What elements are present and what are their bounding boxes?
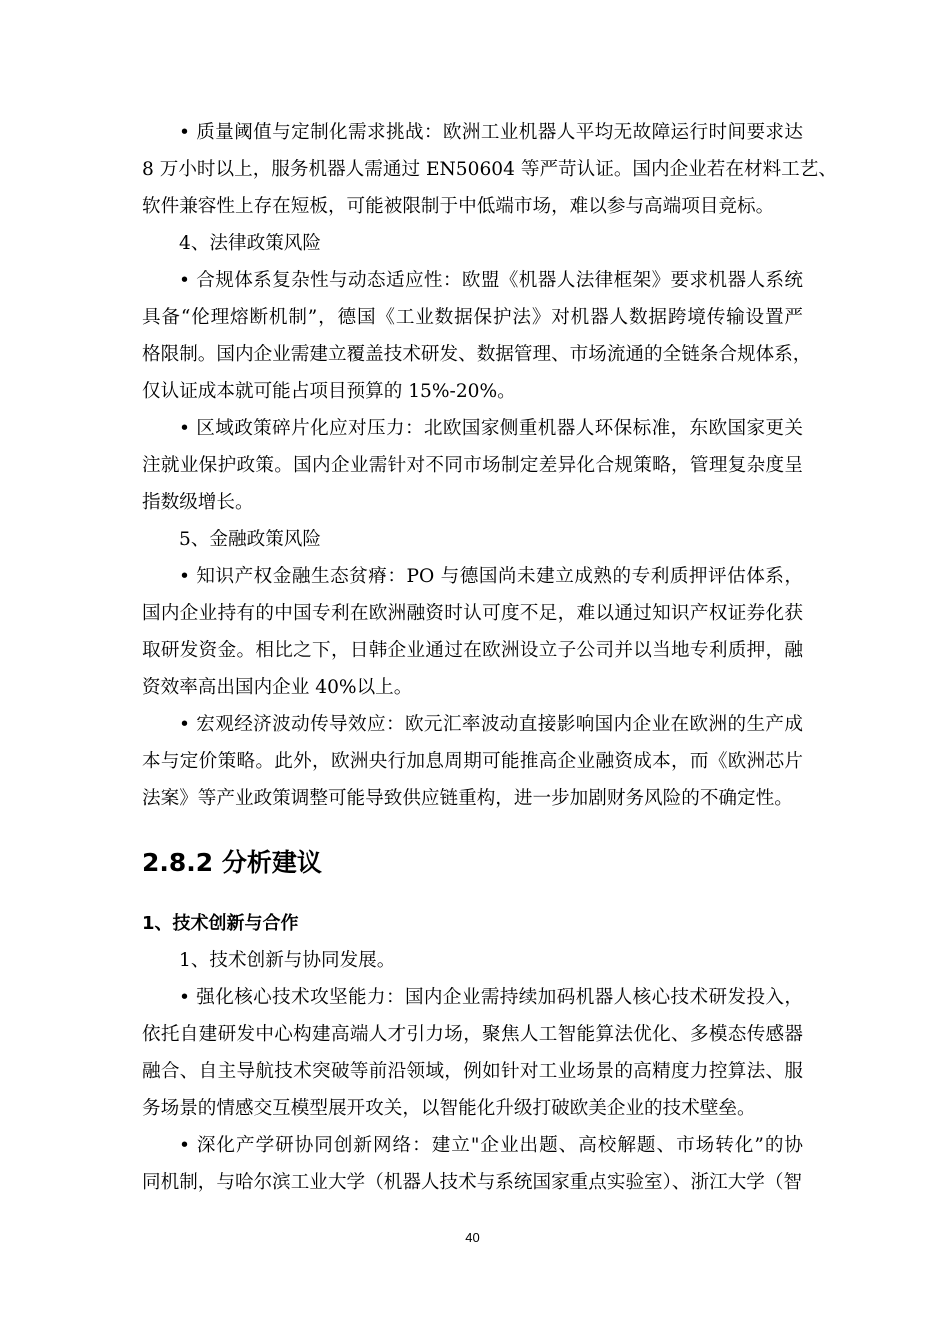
text-line: 国内企业持有的中国专利在欧洲融资时认可度不足，难以通过知识产权证券化获 — [142, 603, 803, 624]
paragraph — [142, 114, 837, 225]
paragraph — [142, 942, 803, 979]
text-line: 取研发资金。相比之下，日韩企业通过在欧洲设立子公司并以当地专利质押，融 — [142, 640, 803, 661]
paragraph — [142, 521, 803, 558]
paragraph — [142, 558, 803, 706]
page-number: 40 — [465, 1230, 480, 1245]
text-line: • 深化产学研协同创新网络：建立"企业出题、高校解题、市场转化”的协 — [179, 1135, 803, 1156]
text-line: 资效率高出国内企业 40%以上。 — [142, 677, 413, 698]
text-line: • 质量阈值与定制化需求挑战：欧洲工业机器人平均无故障运行时间要求达 — [179, 122, 803, 143]
text-line: • 区域政策碎片化应对压力：北欧国家侧重机器人环保标准，东欧国家更关 — [179, 418, 803, 439]
paragraph — [142, 706, 803, 817]
text-line: 本与定价策略。此外，欧洲央行加息周期可能推高企业融资成本，而《欧洲芯片 — [142, 751, 803, 772]
body-text-bottom — [142, 942, 803, 1201]
text-line: 融合、自主导航技术突破等前沿领域，例如针对工业场景的高精度力控算法、服 — [142, 1061, 803, 1082]
text-line: 8 万小时以上，服务机器人需通过 EN50604 等严苛认证。国内企业若在材料工艺、 — [142, 159, 837, 180]
text-line: • 强化核心技术攻坚能力：国内企业需持续加码机器人核心技术研发投入， — [179, 987, 803, 1008]
page-content — [142, 114, 837, 1201]
body-text-top — [142, 114, 837, 817]
paragraph — [142, 262, 812, 410]
text-line: 依托自建研发中心构建高端人才引力场，聚焦人工智能算法优化、多模态传感器 — [142, 1024, 803, 1045]
text-line: 4、法律政策风险 — [179, 233, 321, 254]
text-line: 指数级增长。 — [142, 492, 254, 513]
text-line: 仅认证成本就可能占项目预算的 15%-20%。 — [142, 381, 516, 402]
subsection-heading: 1、技术创新与合作 — [142, 913, 299, 934]
text-line: 1、技术创新与协同发展。 — [179, 950, 396, 971]
paragraph — [142, 1127, 803, 1201]
paragraph — [142, 225, 803, 262]
text-line: 具备“伦理熔断机制”，德国《工业数据保护法》对机器人数据跨境传输设置严 — [142, 307, 803, 328]
text-line: • 宏观经济波动传导效应：欧元汇率波动直接影响国内企业在欧洲的生产成 — [179, 714, 803, 735]
section-heading: 2.8.2 分析建议 — [142, 848, 322, 877]
text-line: 格限制。国内企业需建立覆盖技术研发、数据管理、市场流通的全链条合规体系， — [142, 344, 812, 365]
text-line: 同机制，与哈尔滨工业大学（机器人技术与系统国家重点实验室）、浙江大学（智 — [142, 1172, 803, 1193]
paragraph — [142, 979, 803, 1127]
text-line: 法案》等产业政策调整可能导致供应链重构，进一步加剧财务风险的不确定性。 — [142, 788, 793, 809]
text-line: 注就业保护政策。国内企业需针对不同市场制定差异化合规策略，管理复杂度呈 — [142, 455, 803, 476]
paragraph — [142, 410, 803, 521]
text-line: • 合规体系复杂性与动态适应性：欧盟《机器人法律框架》要求机器人系统 — [179, 270, 803, 291]
text-line: 务场景的情感交互模型展开攻关，以智能化升级打破欧美企业的技术壁垒。 — [142, 1098, 756, 1119]
text-line: • 知识产权金融生态贫瘠：PO 与德国尚未建立成熟的专利质押评估体系， — [179, 566, 803, 587]
text-line: 软件兼容性上存在短板，可能被限制于中低端市场，难以参与高端项目竞标。 — [142, 196, 775, 217]
text-line: 5、金融政策风险 — [179, 529, 321, 550]
